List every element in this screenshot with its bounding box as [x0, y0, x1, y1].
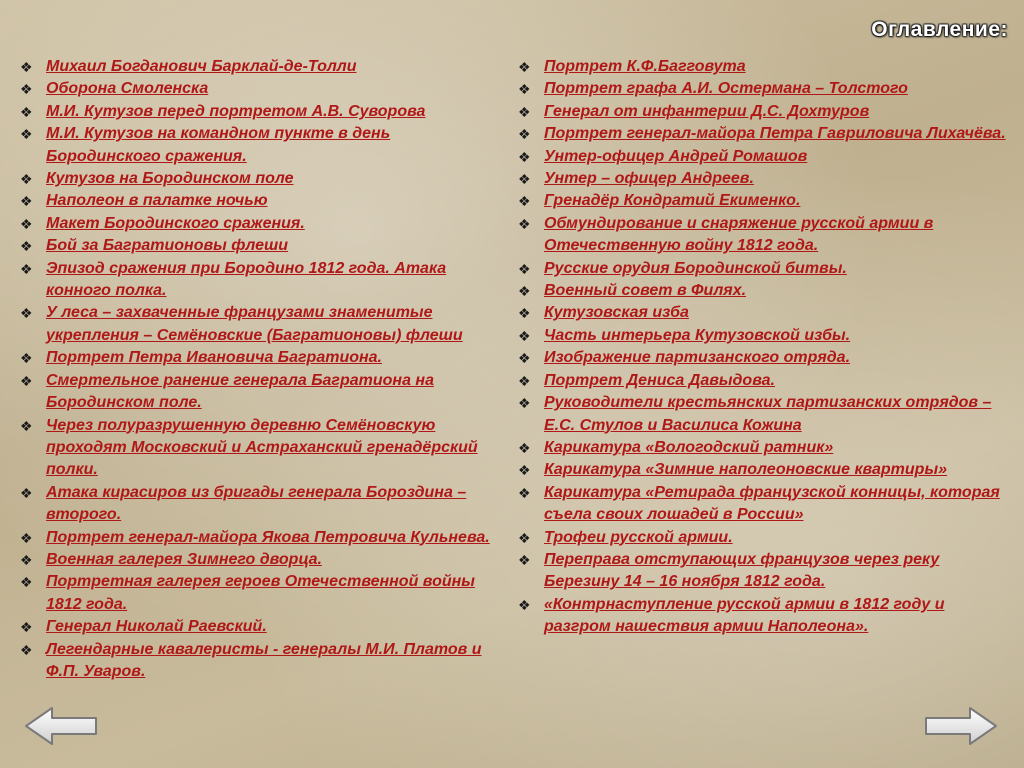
toc-link[interactable]: Военный совет в Филях. — [544, 282, 747, 300]
toc-item — [16, 56, 506, 78]
prev-slide-button[interactable] — [22, 704, 100, 748]
toc-item — [16, 190, 506, 212]
toc-link[interactable]: Портрет Петра Ивановича Багратиона. — [46, 349, 382, 367]
toc-link[interactable]: Военная галерея Зимнего дворца. — [46, 550, 322, 568]
toc-link[interactable]: Изображение партизанского отряда. — [544, 349, 851, 367]
bullet-icon: ❖ — [20, 215, 33, 232]
toc-link[interactable]: Эпизод сражения при Бородино 1812 года. Атака конного полка. — [46, 259, 447, 300]
toc-item — [16, 101, 506, 123]
toc-item — [16, 213, 506, 235]
toc-link[interactable]: Смертельное ранение генерала Багратиона на Бородинском поле. — [46, 371, 434, 412]
toc-item — [16, 571, 506, 616]
bullet-icon: ❖ — [518, 215, 531, 232]
toc-link[interactable]: Трофеи русской армии. — [544, 528, 733, 546]
toc-item — [16, 370, 506, 415]
next-slide-button[interactable] — [922, 704, 1000, 748]
bullet-icon: ❖ — [20, 350, 33, 367]
toc-item — [514, 213, 1012, 258]
bullet-icon: ❖ — [20, 126, 33, 143]
toc-link[interactable]: «Контрнаступление русской армии в 1812 году и разгром нашествия армии Наполеона». — [544, 595, 945, 636]
toc-link[interactable]: Портрет генерал-майора Якова Петровича Кульнева. — [46, 528, 490, 546]
toc-link[interactable]: Часть интерьера Кутузовской избы. — [544, 326, 851, 344]
toc-link[interactable]: Генерал Николай Раевский. — [46, 618, 267, 636]
toc-link[interactable]: Руководители крестьянских партизанских отрядов – Е.С. Стулов и Василиса Кожина — [544, 394, 992, 434]
bullet-icon: ❖ — [518, 283, 531, 300]
toc-link[interactable]: Обмундирование и снаряжение русской армии в Отечественную войну 1812 года. — [544, 214, 934, 255]
toc-item — [514, 168, 1012, 190]
toc-item — [16, 639, 506, 684]
bullet-icon: ❖ — [20, 529, 33, 546]
bullet-icon: ❖ — [518, 596, 531, 613]
bullet-icon: ❖ — [20, 641, 33, 658]
bullet-icon: ❖ — [518, 484, 531, 501]
toc-item — [514, 370, 1012, 392]
toc-item — [514, 459, 1012, 481]
bullet-icon: ❖ — [20, 260, 33, 277]
bullet-icon: ❖ — [20, 238, 33, 255]
toc-item — [16, 616, 506, 638]
toc-item — [514, 549, 1012, 594]
toc-link[interactable]: Бой за Багратионовы флеши — [46, 237, 289, 255]
toc-link[interactable]: Портрет Дениса Давыдова. — [544, 371, 775, 389]
bullet-icon: ❖ — [518, 103, 531, 120]
bullet-icon: ❖ — [20, 417, 33, 434]
toc-link[interactable]: Кутузовская изба — [544, 304, 689, 322]
bullet-icon: ❖ — [518, 59, 531, 75]
bullet-icon: ❖ — [20, 305, 33, 322]
toc-item — [16, 235, 506, 257]
bullet-icon: ❖ — [20, 484, 33, 501]
bullet-icon: ❖ — [20, 551, 33, 568]
toc-link[interactable]: Унтер – офицер Андреев. — [544, 170, 754, 188]
bullet-icon: ❖ — [518, 372, 531, 389]
toc-item — [16, 482, 506, 527]
toc-item — [16, 549, 506, 571]
toc-item — [514, 325, 1012, 347]
toc-link[interactable]: Легендарные кавалеристы - генералы М.И. Платов и Ф.П. Уваров. — [46, 640, 482, 680]
arrow-left-icon — [22, 704, 100, 748]
toc-link[interactable]: Унтер-офицер Андрей Ромашов — [544, 147, 808, 165]
toc-link[interactable]: Портрет графа А.И. Остермана – Толстого — [544, 80, 908, 98]
toc-item — [514, 78, 1012, 100]
bullet-icon: ❖ — [518, 305, 531, 322]
toc-item — [514, 123, 1012, 145]
bullet-icon: ❖ — [518, 81, 531, 98]
bullet-icon: ❖ — [20, 372, 33, 389]
bullet-icon: ❖ — [518, 148, 531, 165]
bullet-icon: ❖ — [518, 327, 531, 344]
bullet-icon: ❖ — [518, 193, 531, 210]
toc-link[interactable]: Портрет генерал-майора Петра Гавриловича Лихачёва. — [544, 125, 1006, 143]
arrow-right-icon — [922, 704, 1000, 748]
toc-item — [514, 280, 1012, 302]
toc-link[interactable]: Генерал от инфантерии Д.С. Дохтуров — [544, 102, 870, 120]
toc-item — [16, 168, 506, 190]
toc-item — [514, 302, 1012, 324]
bullet-icon: ❖ — [518, 462, 531, 479]
bullet-icon: ❖ — [518, 551, 531, 568]
toc-item — [514, 392, 1012, 437]
toc-item — [514, 527, 1012, 549]
toc-link[interactable]: Атака кирасиров из бригады генерала Бороздина – второго. — [46, 483, 467, 524]
toc-link[interactable]: М.И. Кутузов перед портретом А.В. Суворова — [46, 102, 426, 120]
toc-item — [514, 101, 1012, 123]
toc-left-column — [16, 56, 506, 683]
toc-link[interactable]: Карикатура «Вологодский ратник» — [544, 438, 834, 456]
toc-item — [514, 347, 1012, 369]
toc-link[interactable]: Наполеон в палатке ночью — [46, 192, 268, 210]
bullet-icon: ❖ — [20, 171, 33, 188]
toc-item — [514, 594, 1012, 639]
toc-link[interactable]: Карикатура «Зимние наполеоновские квартиры» — [544, 461, 948, 479]
toc-link[interactable]: М.И. Кутузов на командном пункте в день Бородинского сражения. — [46, 125, 391, 165]
bullet-icon: ❖ — [20, 103, 33, 120]
toc-item — [16, 415, 506, 482]
bullet-icon: ❖ — [518, 126, 531, 143]
toc-link[interactable]: Макет Бородинского сражения. — [46, 214, 305, 232]
bullet-icon: ❖ — [518, 529, 531, 546]
toc-item — [16, 123, 506, 168]
toc-item — [514, 190, 1012, 212]
bullet-icon: ❖ — [518, 350, 531, 367]
toc-item — [514, 56, 1012, 78]
toc-item — [16, 347, 506, 369]
bullet-icon: ❖ — [20, 574, 33, 591]
toc-item — [514, 146, 1012, 168]
toc-link[interactable]: Через полуразрушенную деревню Семёновскую проходят Московский и Астраханский гренадёрский полки. — [46, 416, 478, 479]
toc-right-column — [514, 56, 1012, 639]
page-title: Оглавление: — [871, 18, 1008, 41]
toc-item — [16, 258, 506, 303]
bullet-icon: ❖ — [518, 171, 531, 188]
bullet-icon: ❖ — [20, 81, 33, 98]
toc-link[interactable]: Портрет К.Ф.Багговута — [544, 58, 746, 75]
toc-item — [514, 258, 1012, 280]
toc-item — [16, 527, 506, 549]
toc-item — [16, 78, 506, 100]
toc-item — [514, 437, 1012, 459]
bullet-icon: ❖ — [518, 260, 531, 277]
bullet-icon: ❖ — [518, 439, 531, 456]
bullet-icon: ❖ — [518, 395, 531, 412]
toc-link[interactable]: Михаил Богданович Барклай-де-Толли — [46, 58, 357, 75]
toc-item — [514, 482, 1012, 527]
toc-link[interactable]: Кутузов на Бородинском поле — [46, 170, 294, 188]
bullet-icon: ❖ — [20, 619, 33, 636]
toc-link[interactable]: Портретная галерея героев Отечественной войны 1812 года. — [46, 573, 475, 613]
toc-link[interactable]: Переправа отступающих французов через реку Березину 14 – 16 ноября 1812 года. — [544, 550, 940, 591]
toc-link[interactable]: Гренадёр Кондратий Екименко. — [544, 192, 801, 210]
toc-link[interactable]: Карикатура «Ретирада французской конницы, которая съела своих лошадей в России» — [544, 483, 1000, 524]
bullet-icon: ❖ — [20, 59, 33, 75]
bullet-icon: ❖ — [20, 193, 33, 210]
toc-link[interactable]: Русские орудия Бородинской битвы. — [544, 259, 847, 277]
toc-item — [16, 302, 506, 347]
toc-link[interactable]: Оборона Смоленска — [46, 80, 209, 98]
toc-link[interactable]: У леса – захваченные французами знаменитые укрепления – Семёновские (Багратионовы) флеши — [46, 304, 463, 344]
